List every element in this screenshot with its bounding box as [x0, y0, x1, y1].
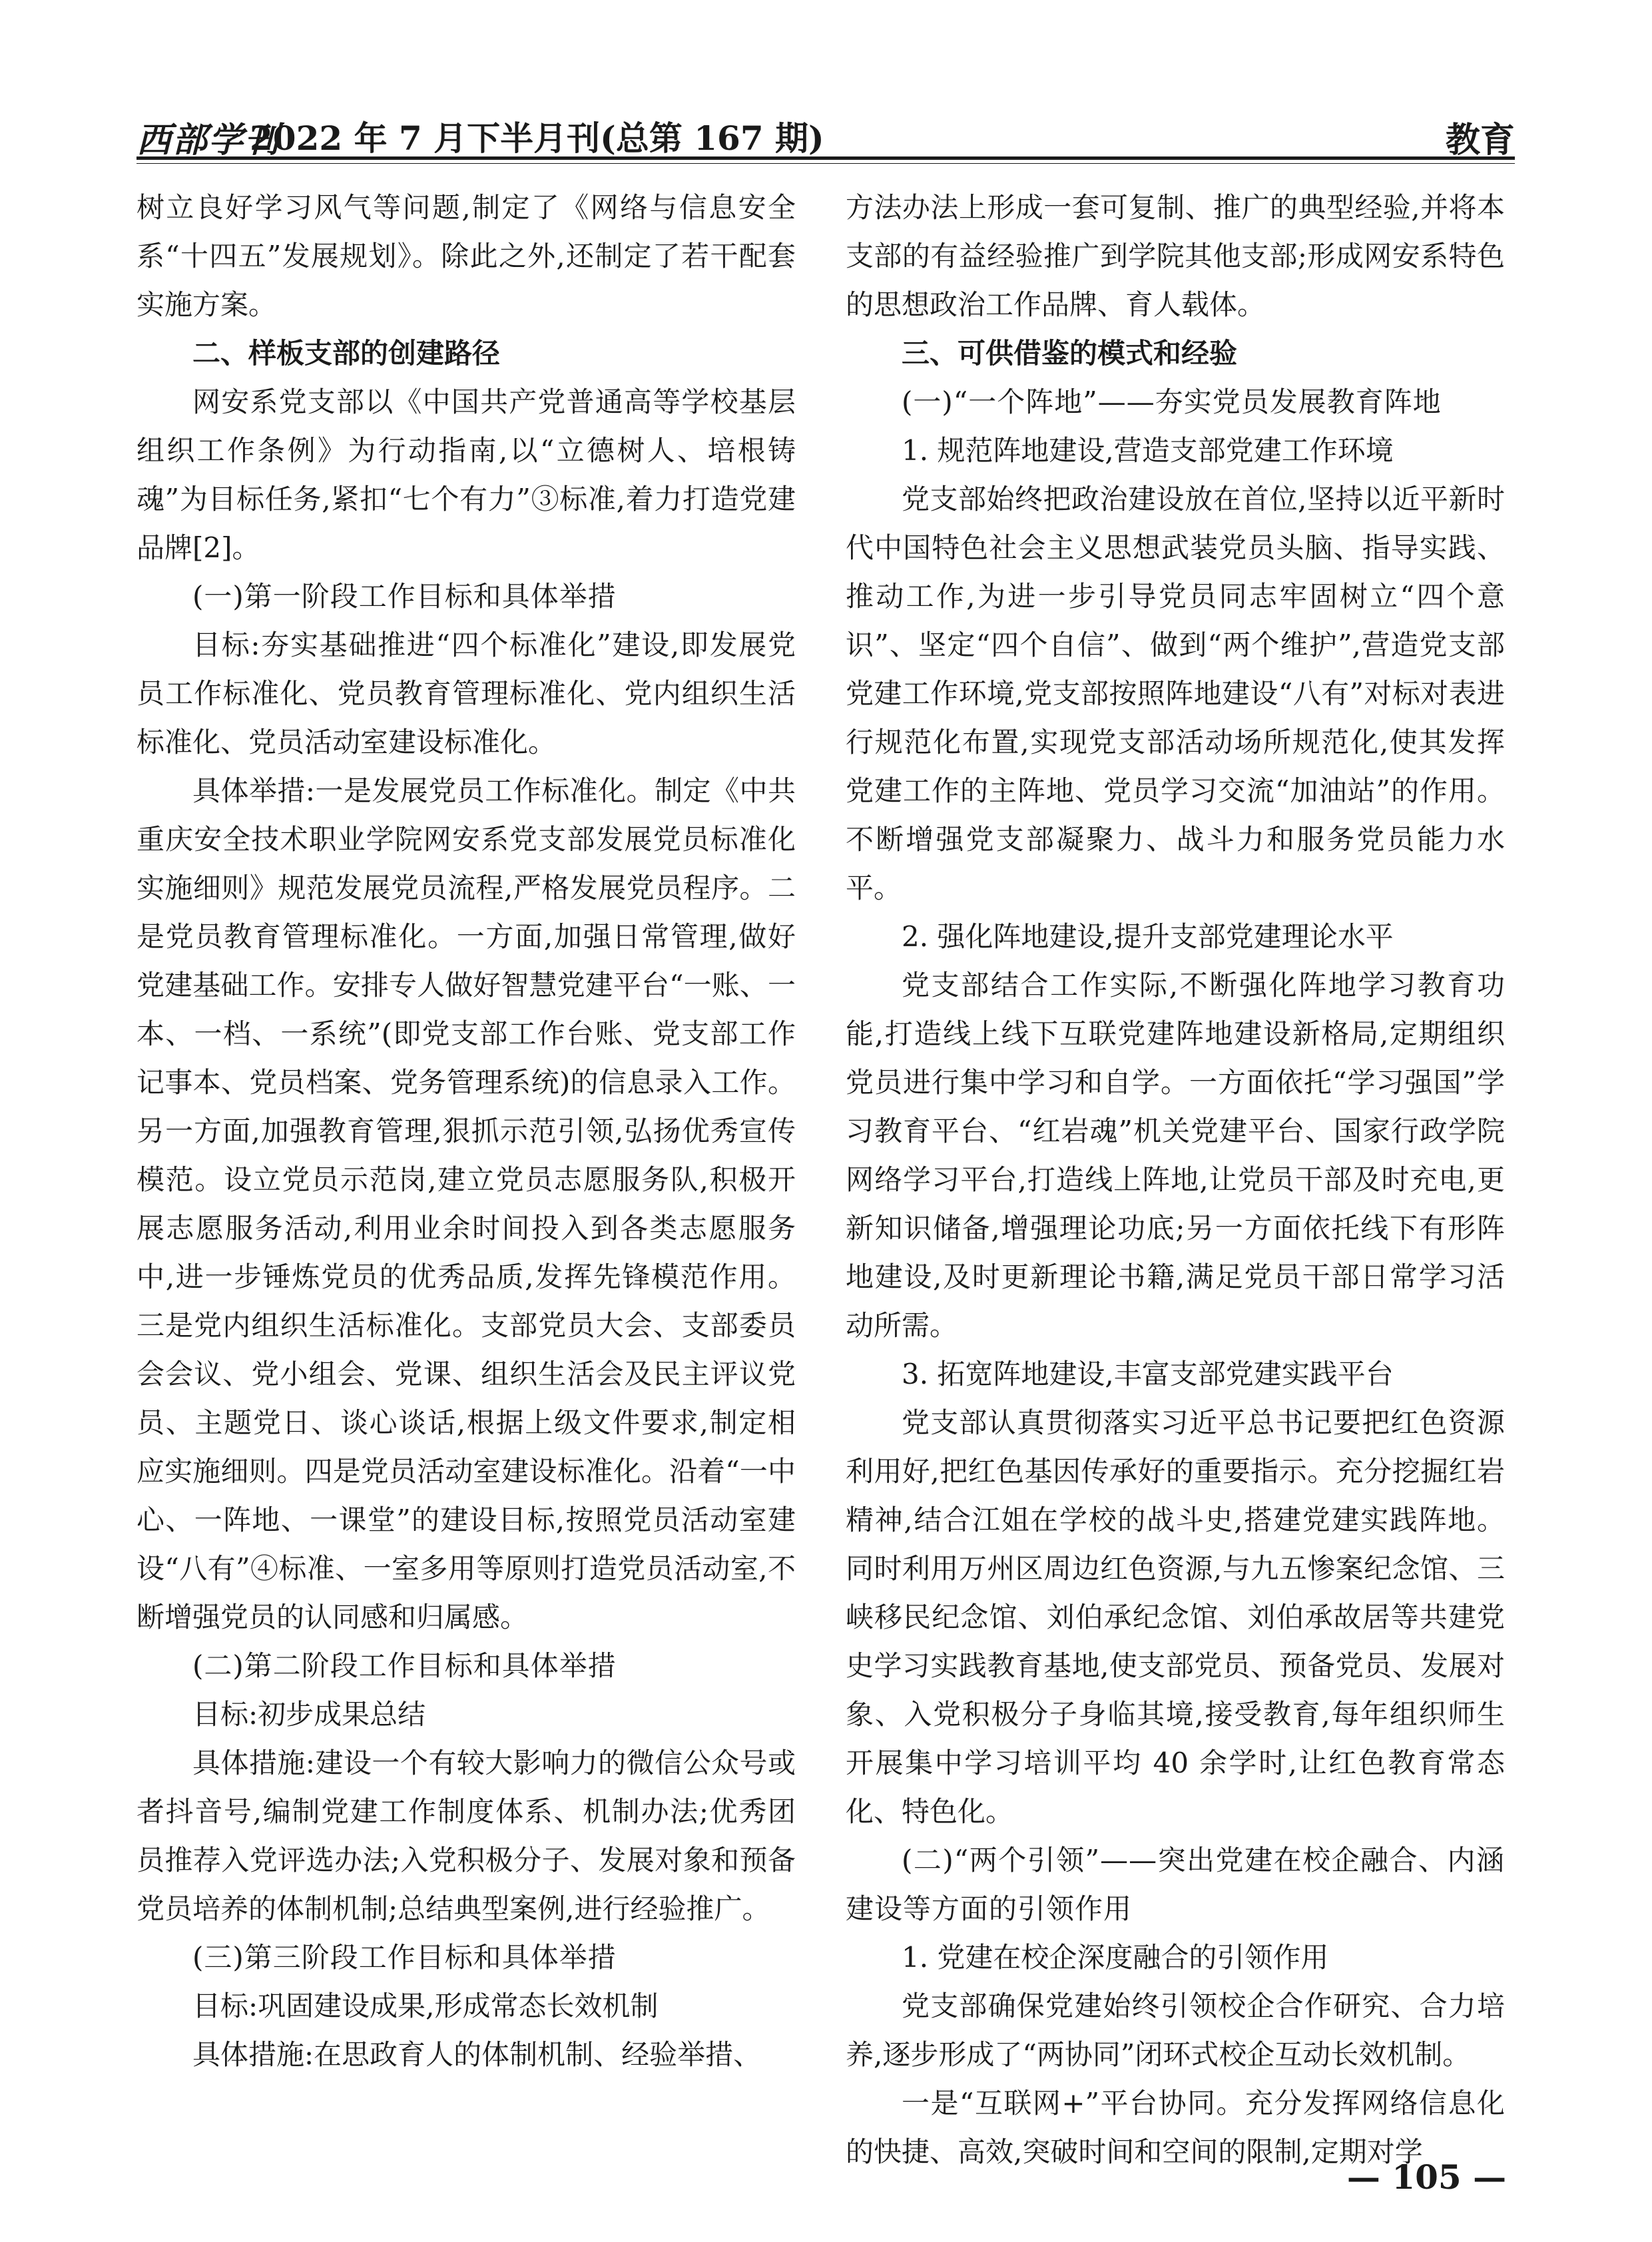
paragraph: 网安系党支部以《中国共产党普通高等学校基层组织工作条例》为行动指南,以“立德树人、培根铸魂”为目标任务,紧扣“七个有力”③标准,着力打造党建品牌[2]。	[137, 386, 796, 564]
page-number: — 105 —	[1346, 2157, 1507, 2197]
subsection-heading: (二)“两个引领”——突出党建在校企融合、内涵建设等方面的引领作用	[846, 1844, 1505, 1925]
paragraph-continuation: 方法办法上形成一套可复制、推广的典型经验,并将本支部的有益经验推广到学院其他支部;形成网安系特色的思想政治工作品牌、育人载体。	[846, 191, 1505, 321]
header-rule-thin	[137, 163, 1515, 164]
subsection-heading: (二)第二阶段工作目标和具体举措	[192, 1649, 617, 1682]
section-heading: 三、可供借鉴的模式和经验	[902, 337, 1238, 370]
right-column	[846, 183, 1505, 2168]
subsection-heading: (一)第一阶段工作目标和具体举措	[192, 580, 617, 613]
paragraph: 一是“互联网+”平台协同。充分发挥网络信息化的快捷、高效,突破时间和空间的限制,定期对学	[846, 2087, 1505, 2168]
header-rule-thick	[137, 156, 1515, 160]
paragraph: 目标:巩固建设成果,形成常态长效机制	[192, 1990, 659, 2022]
numbered-heading: 1. 规范阵地建设,营造支部党建工作环境	[902, 434, 1394, 467]
issue-info: 2022 年 7 月下半月刊(总第 167 期)	[250, 119, 824, 158]
paragraph: 党支部确保党建始终引领校企合作研究、合力培养,逐步形成了“两协同”闭环式校企互动长效机制。	[846, 1990, 1505, 2071]
paragraph: 具体措施:建设一个有较大影响力的微信公众号或者抖音号,编制党建工作制度体系、机制办法;优秀团员推荐入党评选办法;入党积极分子、发展对象和预备党员培养的体制机制;总结典型案例,进行经验推广。	[137, 1747, 796, 1925]
paragraph: 目标:初步成果总结	[192, 1698, 426, 1731]
paragraph: 具体举措:一是发展党员工作标准化。制定《中共重庆安全技术职业学院网安系党支部发展党员标准化实施细则》规范发展党员流程,严格发展党员程序。二是党员教育管理标准化。一方面,加强日常管理,做好党建基础工作。安排专人做好智慧党建平台“一账、一本、一档、一系统”(即党支部工作台账、党支部工作记事本、党员档案、党务管理系统)的信息录入工作。另一方面,加强教育管理,狠抓示范引领,弘扬优秀宣传模范。设立党员示范岗,建立党员志愿服务队,积极开展志愿服务活动,利用业余时间投入到各类志愿服务中,进一步锤炼党员的优秀品质,发挥先锋模范作用。三是党内组织生活标准化。支部党员大会、支部委员会会议、党小组会、党课、组织生活会及民主评议党员、主题党日、谈心谈话,根据上级文件要求,制定相应实施细则。四是党员活动室建设标准化。沿着“一中心、一阵地、一课堂”的建设目标,按照党员活动室建设“八有”④标准、一室多用等原则打造党员活动室,不断增强党员的认同感和归属感。	[137, 774, 796, 1633]
subsection-heading: (三)第三阶段工作目标和具体举措	[192, 1941, 617, 1974]
page-footer	[1338, 2157, 1515, 2204]
numbered-heading: 2. 强化阵地建设,提升支部党建理论水平	[902, 920, 1394, 953]
paragraph: 党支部始终把政治建设放在首位,坚持以近平新时代中国特色社会主义思想武装党员头脑、指导实践、推动工作,为进一步引导党员同志牢固树立“四个意识”、坚定“四个自信”、做到“两个维护”,营造党支部党建工作环境,党支部按照阵地建设“八有”对标对表进行规范化布置,实现党支部活动场所规范化,使其发挥党建工作的主阵地、党员学习交流“加油站”的作用。不断增强党支部凝聚力、战斗力和服务党员能力水平。	[846, 483, 1505, 904]
section-heading: 二、样板支部的创建路径	[192, 337, 501, 370]
paragraph: 党支部结合工作实际,不断强化阵地学习教育功能,打造线上线下互联党建阵地建设新格局,定期组织党员进行集中学习和自学。一方面依托“学习强国”学习教育平台、“红岩魂”机关党建平台、国家行政学院网络学习平台,打造线上阵地,让党员干部及时充电,更新知识储备,增强理论功底;另一方面依托线下有形阵地建设,及时更新理论书籍,满足党员干部日常学习活动所需。	[846, 969, 1505, 1342]
paragraph: 目标:夯实基础推进“四个标准化”建设,即发展党员工作标准化、党员教育管理标准化、党内组织生活标准化、党员活动室建设标准化。	[137, 629, 796, 758]
numbered-heading: 3. 拓宽阵地建设,丰富支部党建实践平台	[902, 1358, 1394, 1390]
paragraph: 党支部认真贯彻落实习近平总书记要把红色资源利用好,把红色基因传承好的重要指示。充分挖掘红岩精神,结合江姐在学校的战斗史,搭建党建实践阵地。同时利用万州区周边红色资源,与九五惨案纪念馆、三峡移民纪念馆、刘伯承纪念馆、刘伯承故居等共建党史学习实践教育基地,使支部党员、预备党员、发展对象、入党积极分子身临其境,接受教育,每年组织师生开展集中学习培训平均 40 余学时,让红色教育常态化、特色化。	[846, 1406, 1505, 1828]
section-name: 教育	[1445, 120, 1515, 160]
numbered-heading: 1. 党建在校企深度融合的引领作用	[902, 1941, 1329, 1974]
paragraph: 具体措施:在思政育人的体制机制、经验举措、	[192, 2038, 762, 2071]
subsection-heading: (一)“一个阵地”——夯实党员发展教育阵地	[902, 386, 1442, 418]
left-column	[137, 183, 796, 2134]
paragraph-continuation: 树立良好学习风气等问题,制定了《网络与信息安全系“十四五”发展规划》。除此之外,还制定了若干配套实施方案。	[137, 191, 796, 321]
journal-logo: 西部学刊	[137, 120, 281, 160]
running-header	[137, 107, 1515, 160]
